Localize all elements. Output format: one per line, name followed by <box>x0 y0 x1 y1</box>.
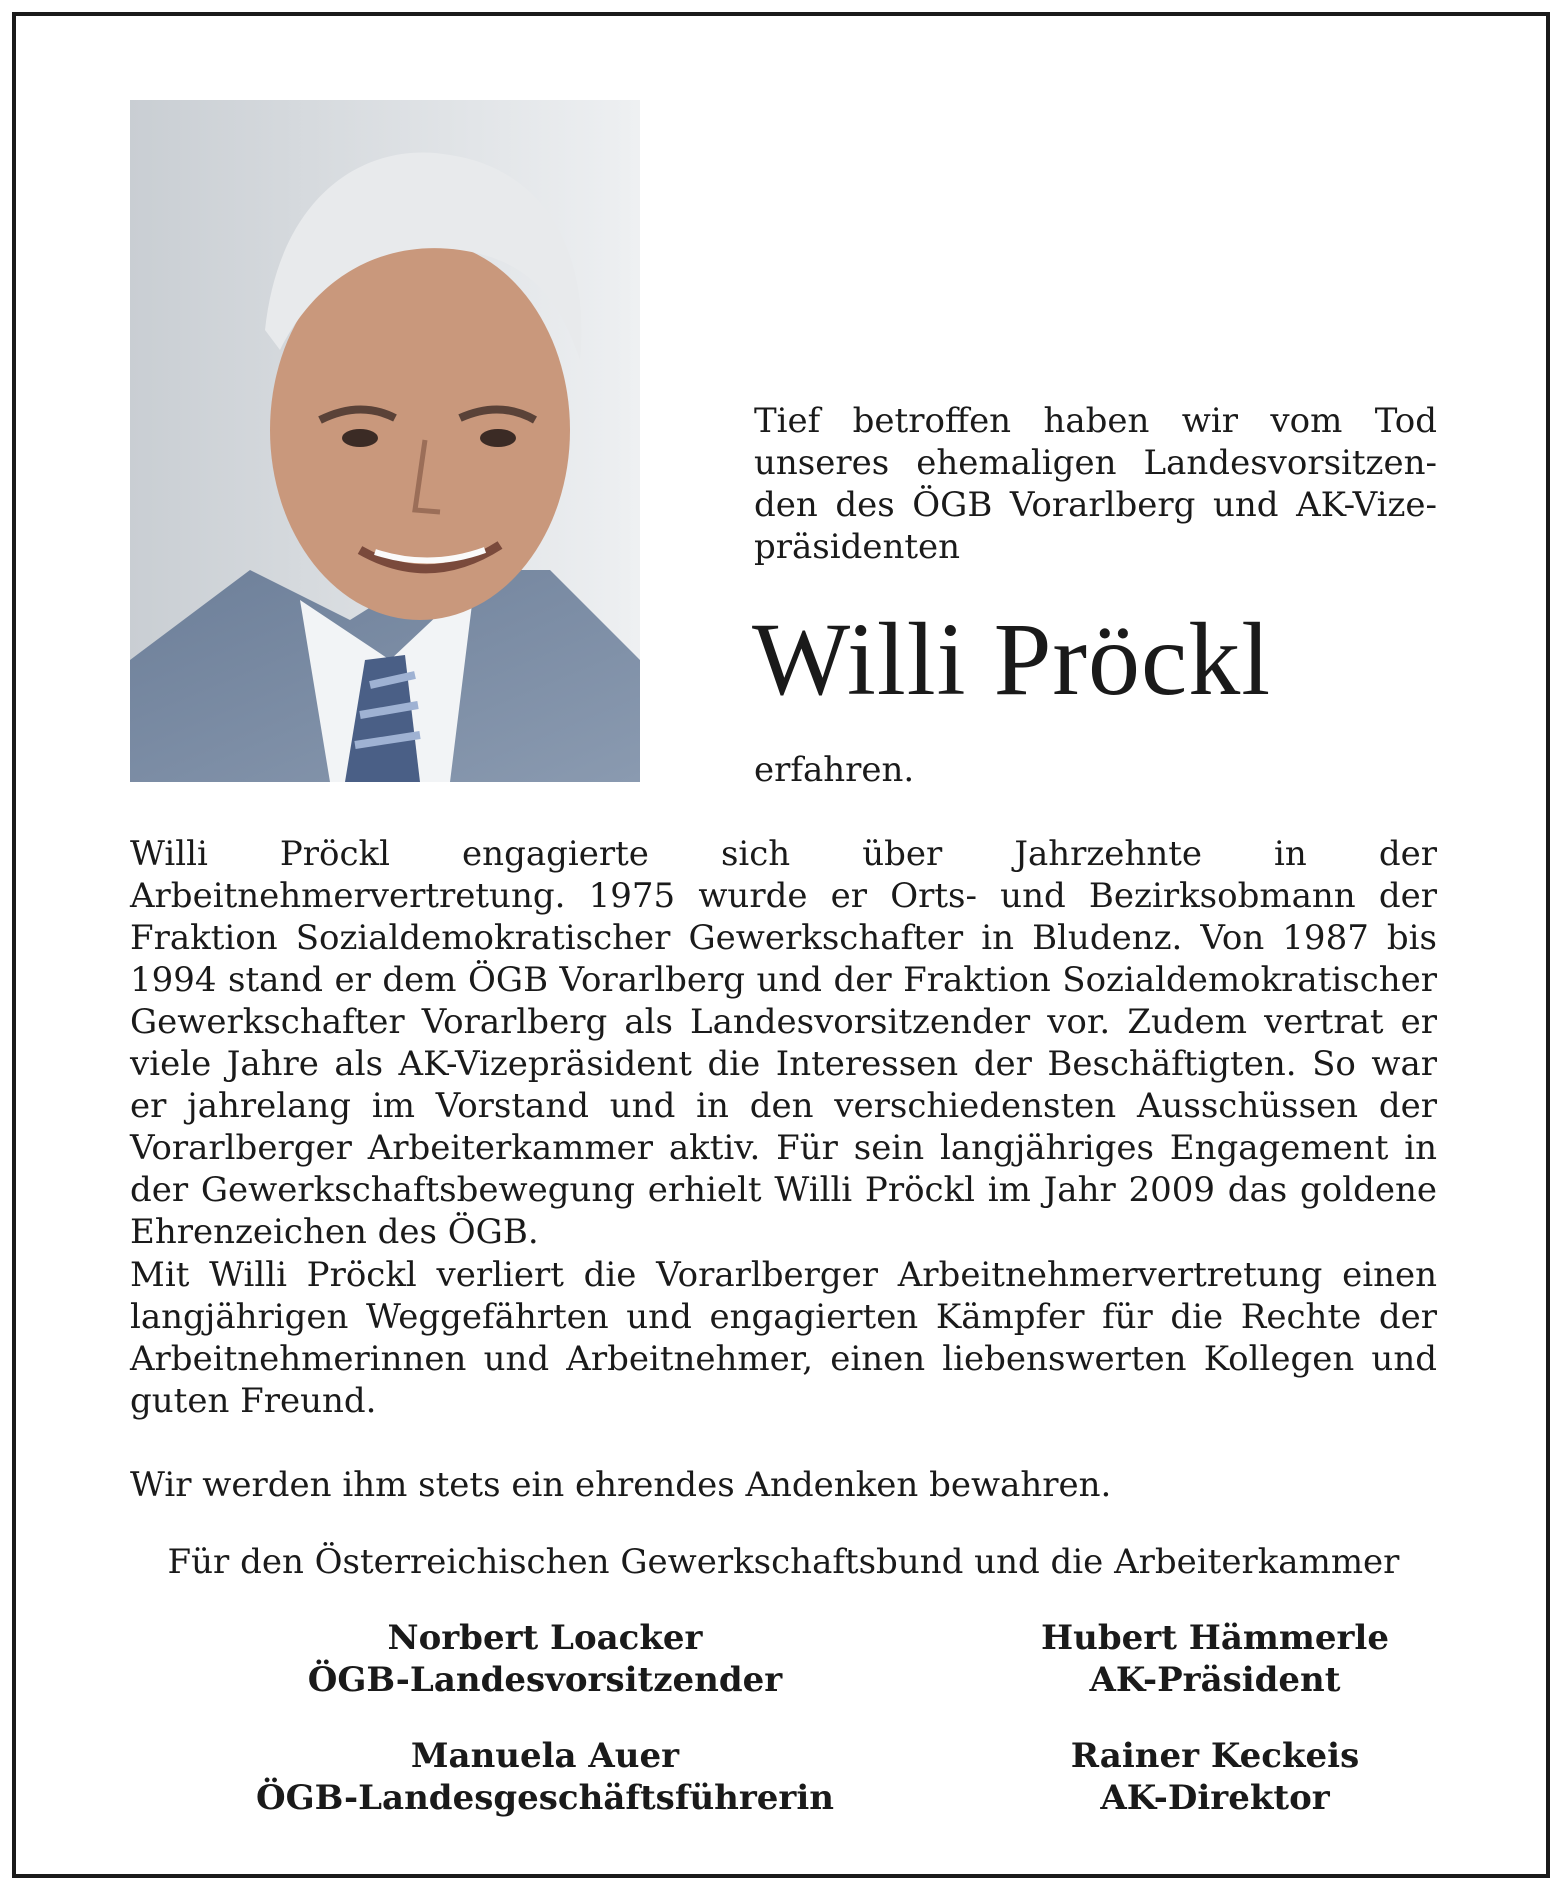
tribute-paragraph: Mit Willi Pröckl verliert die Vorarlberger Arbeitnehmervertretung einen langjährigen Weggefährten und engagierten Kämpfer für die Rechte der Arbeitnehmerinnen und Arbeitnehmer, einen liebenswerten Kollegen und guten Freund. <box>130 1255 1437 1421</box>
signatory-name: Rainer Keckeis <box>1070 1736 1360 1776</box>
signatory-role: ÖGB-Landesgeschäftsführerin <box>256 1778 834 1818</box>
signatory-role: AK-Präsident <box>1089 1660 1341 1700</box>
biography-paragraph: Willi Pröckl engagierte sich über Jahrzehnte in der Arbeitnehmervertretung. 1975 wurde er Orts- und Bezirksobmann der Fraktion Sozialdemokratischer Gewerkschafter in Bludenz. Von 1987 bis 1994 stand er dem ÖGB Vorarlberg und der Fraktion Sozialdemokratischer Gewerkschafter Vorarlberg als Landesvorsitzender vor. Zudem vertrat er viele Jahre als AK-Vizepräsident die Interessen der Beschäftigten. So war er jahrelang im Vorstand und in den verschiedensten Ausschüssen der Vorarlberger Arbeiterkammer aktiv. Für sein langjähriges Engagement in der Gewerkschaftsbewegung erhielt Willi Pröckl im Jahr 2009 das goldene Ehrenzeichen des ÖGB. <box>130 834 1437 1252</box>
remembrance-line: Wir werden ihm stets ein ehrendes Andenken bewahren. <box>130 1465 1112 1505</box>
signatory-block <box>235 1617 855 1701</box>
signatory-role: ÖGB-Landesvorsitzender <box>307 1660 783 1700</box>
signatory-role: AK-Direktor <box>1100 1778 1330 1818</box>
deceased-name: Willi Pröckl <box>752 602 1272 717</box>
signatory-name: Norbert Loacker <box>387 1618 703 1658</box>
intro-text: Tief betroffen haben wir vom Tod unseres ehemaligen Landesvorsitzenden des ÖGB Vorarlberg und AK-Vizepräsidenten <box>754 401 1437 567</box>
intro-ending: erfahren. <box>754 750 915 790</box>
signatory-block <box>905 1617 1525 1701</box>
signatory-name: Hubert Hämmerle <box>1041 1618 1389 1658</box>
portrait-photo <box>130 100 640 782</box>
signatory-block <box>905 1735 1525 1819</box>
signatory-name: Manuela Auer <box>410 1736 680 1776</box>
signoff-line: Für den Österreichischen Gewerkschaftsbund und die Arbeiterkammer <box>167 1542 1400 1582</box>
signatory-block <box>235 1735 855 1819</box>
portrait-image <box>130 100 640 782</box>
